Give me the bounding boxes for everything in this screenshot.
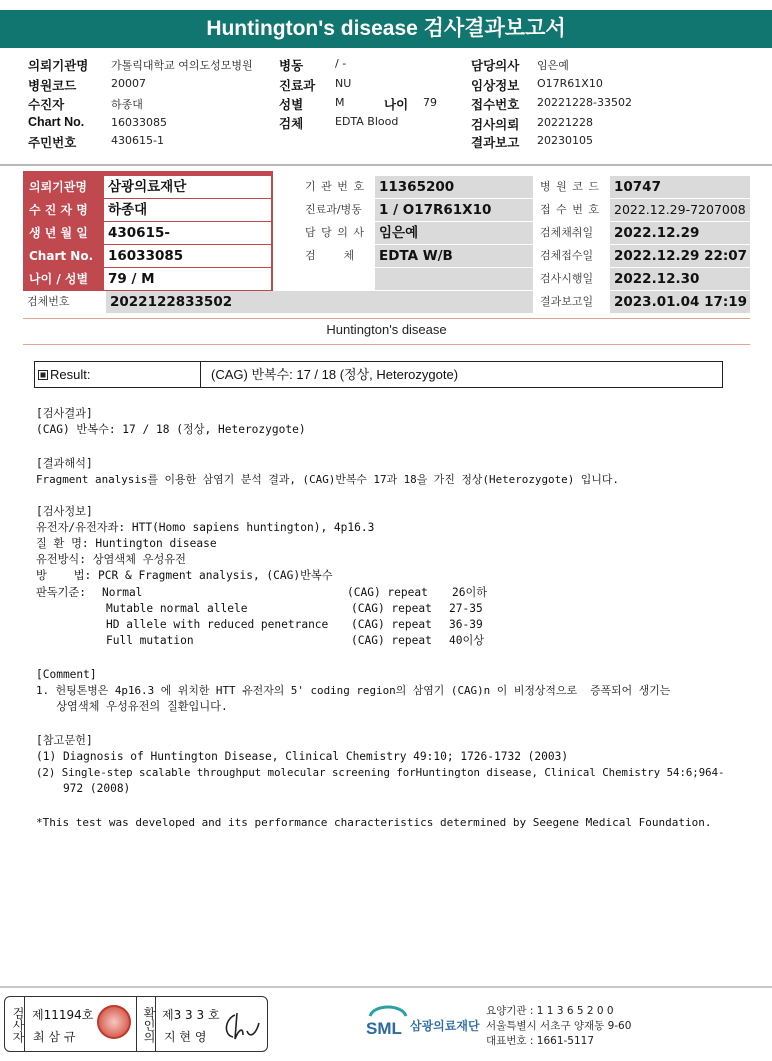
patient-name-value: 하종대 — [104, 199, 271, 221]
specimen-label: 검체 — [279, 117, 304, 131]
code-value: 20007 — [111, 77, 146, 90]
confirm-name: 지 현 영 — [164, 1030, 207, 1044]
exam-result-text: (CAG) 반복수: 17 / 18 (정상, Heterozygote) — [36, 423, 306, 436]
section-rule-bottom — [23, 344, 750, 345]
ref-line-2b: 972 (2008) — [36, 782, 131, 795]
disclaimer: *This test was developed and its performance characteristics determined by Seegene Medical Foundation. — [36, 816, 712, 829]
dept-ward-value: 1 / O17R61X10 — [375, 199, 533, 221]
org-line-3: 대표번호 : 1661-5117 — [486, 1035, 595, 1047]
request-value: 20221228 — [537, 116, 593, 129]
chart-no-label: Chart No. — [23, 245, 101, 267]
hospital-label: 의뢰기관명 — [28, 59, 89, 73]
section-title: Huntington's disease — [326, 322, 447, 337]
chart-value: 16033085 — [111, 116, 167, 129]
checkbox-icon — [38, 370, 48, 380]
criteria-range: 36-39 — [449, 618, 483, 631]
criteria-label: 판독기준: — [36, 586, 86, 599]
code-label: 병원코드 — [28, 79, 77, 93]
org-line-2: 서울특별시 서초구 양재동 9-60 — [486, 1020, 632, 1032]
tester-name: 최 삼 규 — [33, 1030, 76, 1044]
result-label: Result: — [50, 367, 91, 382]
criteria-unit: (CAG) repeat — [351, 602, 432, 615]
criteria-name: Normal — [102, 586, 143, 599]
interp-text: Fragment analysis를 이용한 삼염기 분석 결과, (CAG)반복수 17과 18을 가진 정상(Heterozygote) 입니다. — [36, 473, 619, 486]
spec-no-label: 검체번호 — [27, 295, 70, 308]
clinical-value: O17R61X10 — [537, 77, 603, 90]
ward-value: / - — [335, 57, 347, 70]
age-label: 나이 — [384, 98, 409, 112]
patient-label: 수진자 — [28, 98, 65, 112]
clinical-label: 임상정보 — [471, 79, 520, 93]
method-line: 방 법: PCR & Fragment analysis, (CAG)반복수 — [36, 569, 333, 582]
org-name: 삼광의료재단 — [410, 1019, 480, 1033]
resident-label: 주민번호 — [28, 136, 77, 150]
disease-line: 질 환 명: Huntington disease — [36, 537, 217, 550]
specimen-type-value: EDTA W/B — [375, 245, 533, 267]
ref-head: [참고문헌] — [36, 734, 93, 747]
accession-value: 20221228-33502 — [537, 96, 632, 109]
report-date-label: 결과보고 — [471, 136, 520, 150]
dept-value: NU — [335, 77, 352, 90]
report-header — [0, 52, 772, 162]
org-label: 의뢰기관명 — [23, 176, 101, 198]
hospital-value: 가톨릭대학교 여의도성모병원 — [111, 59, 253, 72]
acc-no-value: 2022.12.29-7207008 — [610, 199, 750, 221]
tester-no: 제11194호 — [32, 1008, 94, 1022]
acc-no-label: 접 수 번 호 — [540, 203, 600, 216]
chart-no-value: 16033085 — [104, 245, 271, 267]
hosp-code-label: 병 원 코 드 — [540, 180, 600, 193]
specimen-type-label: 검 체 — [305, 249, 356, 262]
age-sex-label: 나이 / 성별 — [23, 268, 101, 290]
doctor-label: 담당의사 — [471, 59, 520, 73]
birth-value: 430615- — [104, 222, 271, 244]
org-info — [486, 1004, 631, 1049]
org-value: 삼광의료재단 — [104, 176, 271, 198]
dept-label: 진료과 — [279, 79, 316, 93]
resident-value: 430615-1 — [111, 134, 164, 147]
ward-label: 병동 — [279, 59, 304, 73]
comment-line-2: 상염색체 우성유전의 질환입니다. — [36, 700, 228, 713]
report-title: Huntington's disease 검사결과보고서 — [0, 10, 772, 48]
dept-ward-label: 진료과/병동 — [305, 203, 362, 216]
patient-value: 하종대 — [111, 98, 143, 111]
signature-box — [4, 996, 268, 1052]
report-date-value: 20230105 — [537, 134, 593, 147]
ref-line-2a: (2) Single-step scalable throughput molecular screening forHuntington disease, Clinical Chemistry 54:6;964- — [36, 766, 725, 779]
confirm-label: 확인의 — [136, 997, 156, 1051]
criteria-name: Mutable normal allele — [106, 602, 248, 615]
test-date-label: 검사시행일 — [540, 272, 594, 285]
sml-logo-icon — [364, 1002, 412, 1042]
attending-value: 임은예 — [375, 222, 533, 244]
section-rule-top — [23, 318, 750, 319]
seal-icon — [97, 1005, 131, 1039]
signature-icon — [221, 1009, 263, 1043]
receive-label: 검체접수일 — [540, 249, 594, 262]
doctor-value: 임은예 — [537, 59, 569, 72]
inst-label: 기 관 번 호 — [305, 180, 365, 193]
header-divider — [0, 164, 772, 166]
result-summary-box — [34, 361, 723, 388]
age-value: 79 — [423, 96, 437, 109]
criteria-unit: (CAG) repeat — [347, 586, 428, 599]
request-label: 검사의뢰 — [471, 118, 520, 132]
interp-head: [결과해석] — [36, 457, 93, 470]
criteria-name: Full mutation — [106, 634, 194, 647]
attending-label: 담 당 의 사 — [305, 226, 365, 239]
gene-line: 유전자/유전자좌: HTT(Homo sapiens huntington), 4p16.3 — [36, 521, 375, 534]
footer-divider — [0, 986, 772, 988]
blank-cell — [375, 268, 533, 290]
criteria-range: 40이상 — [449, 634, 485, 647]
result-value: (CAG) 반복수: 17 / 18 (정상, Heterozygote) — [211, 367, 459, 382]
patient-name-label: 수 진 자 명 — [23, 199, 101, 221]
comment-head: [Comment] — [36, 668, 97, 681]
birth-label: 생 년 월 일 — [23, 222, 101, 244]
org-line-1: 요양기관 : 1 1 3 6 5 2 0 0 — [486, 1005, 614, 1017]
patient-info-table — [23, 171, 750, 315]
inheritance-line: 유전방식: 상염색체 우성유전 — [36, 553, 186, 566]
accession-label: 접수번호 — [471, 98, 520, 112]
exam-result-head: [검사결과] — [36, 407, 93, 420]
criteria-range: 26이하 — [452, 586, 488, 599]
specimen-value: EDTA Blood — [335, 115, 399, 128]
hosp-code-value: 10747 — [610, 176, 750, 198]
tester-label: 검사자 — [5, 997, 25, 1051]
criteria-unit: (CAG) repeat — [351, 634, 432, 647]
sex-value: M — [335, 96, 345, 109]
criteria-unit: (CAG) repeat — [351, 618, 432, 631]
criteria-range: 27-35 — [449, 602, 483, 615]
receive-value: 2022.12.29 22:07 — [610, 245, 750, 267]
report-date-label2: 결과보고일 — [540, 295, 594, 308]
ref-line-1: (1) Diagnosis of Huntington Disease, Clinical Chemistry 49:10; 1726-1732 (2003) — [36, 750, 569, 763]
spec-no-value: 2022122833502 — [106, 291, 533, 313]
chart-label: Chart No. — [28, 115, 85, 129]
result-label-cell — [35, 362, 201, 387]
comment-line-1: 1. 헌팅톤병은 4p16.3 에 위치한 HTT 유전자의 5' coding region의 삼염기 (CAG)n 이 비정상적으로 증폭되어 생기는 — [36, 684, 671, 697]
collect-label: 검체채취일 — [540, 226, 594, 239]
logo-text: SML — [366, 1019, 402, 1038]
sex-label: 성별 — [279, 98, 304, 112]
confirm-no: 제3 3 3 호 — [162, 1008, 220, 1022]
inst-value: 11365200 — [375, 176, 533, 198]
age-sex-value: 79 / M — [104, 268, 271, 290]
criteria-name: HD allele with reduced penetrance — [106, 618, 329, 631]
collect-value: 2022.12.29 — [610, 222, 750, 244]
info-head: [검사정보] — [36, 505, 93, 518]
report-date-value2: 2023.01.04 17:19 — [610, 291, 750, 313]
test-date-value: 2022.12.30 — [610, 268, 750, 290]
